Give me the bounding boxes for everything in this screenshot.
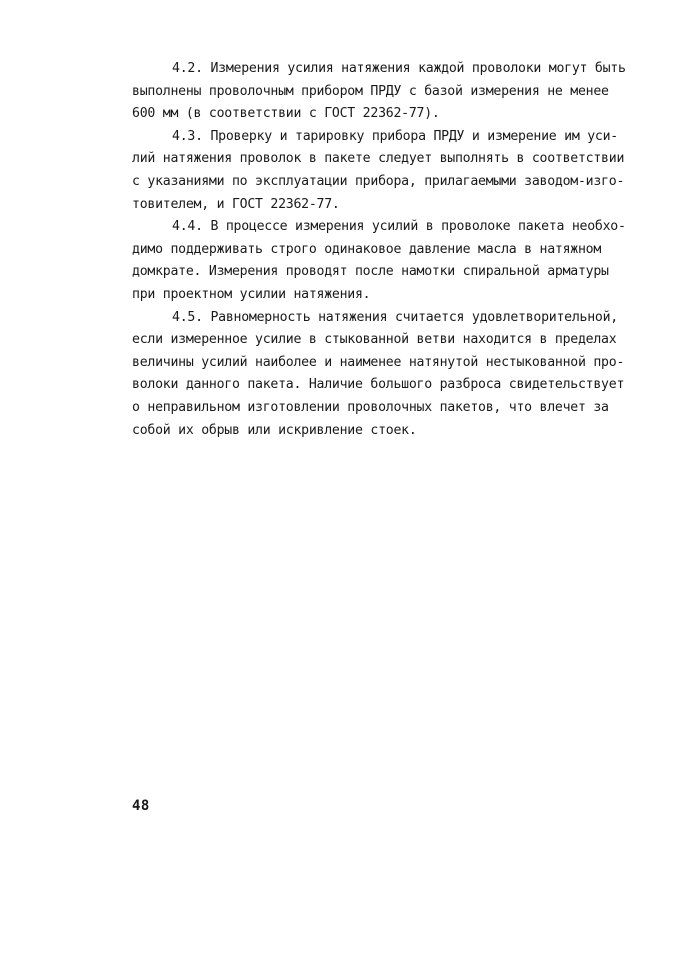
- paragraph-line: с указаниями по эксплуатации прибора, прилагаемыми заводом-изго-: [132, 173, 625, 189]
- paragraph-4-2: [132, 58, 632, 126]
- paragraph-line: волоки данного пакета. Наличие большого разброса свидетельствует: [132, 377, 625, 393]
- paragraph-4-5: [132, 307, 632, 443]
- paragraph-line: при проектном усилии натяжения.: [132, 286, 371, 302]
- paragraph-line: 4.4. В процессе измерения усилий в проволоке пакета необхо-: [172, 219, 626, 235]
- paragraph-line: домкрате. Измерения проводят после намотки спиральной арматуры: [132, 264, 609, 280]
- paragraph-line: о неправильном изготовлении проволочных пакетов, что влечет за: [132, 399, 609, 415]
- paragraph-line: лий натяжения проволок в пакете следует выполнять в соответствии: [132, 151, 625, 167]
- paragraph-line: димо поддерживать строго одинаковое давление масла в натяжном: [132, 241, 602, 257]
- paragraph-line: 4.5. Равномерность натяжения считается удовлетворительной,: [172, 309, 618, 325]
- paragraph-4-4: [132, 216, 632, 306]
- paragraph-line: если измеренное усилие в стыкованной ветви находится в пределах: [132, 332, 617, 348]
- paragraph-line: собой их обрыв или искривление стоек.: [132, 422, 417, 438]
- paragraph-line: величины усилий наиболее и наименее натянутой нестыкованной про-: [132, 354, 625, 370]
- paragraph-line: 4.2. Измерения усилия натяжения каждой проволоки могут быть: [172, 61, 626, 76]
- paragraph-line: 4.3. Проверку и тарировку прибора ПРДУ и измерение им уси-: [172, 128, 618, 144]
- body-text: [132, 58, 632, 442]
- paragraph-4-3: [132, 126, 632, 216]
- page-number: 48: [132, 798, 150, 814]
- paragraph-line: товителем, и ГОСТ 22362-77.: [132, 196, 340, 212]
- paragraph-line: выполнены проволочным прибором ПРДУ с базой измерения не менее: [132, 83, 609, 99]
- paragraph-line: 600 мм (в соответствии с ГОСТ 22362-77).: [132, 106, 440, 122]
